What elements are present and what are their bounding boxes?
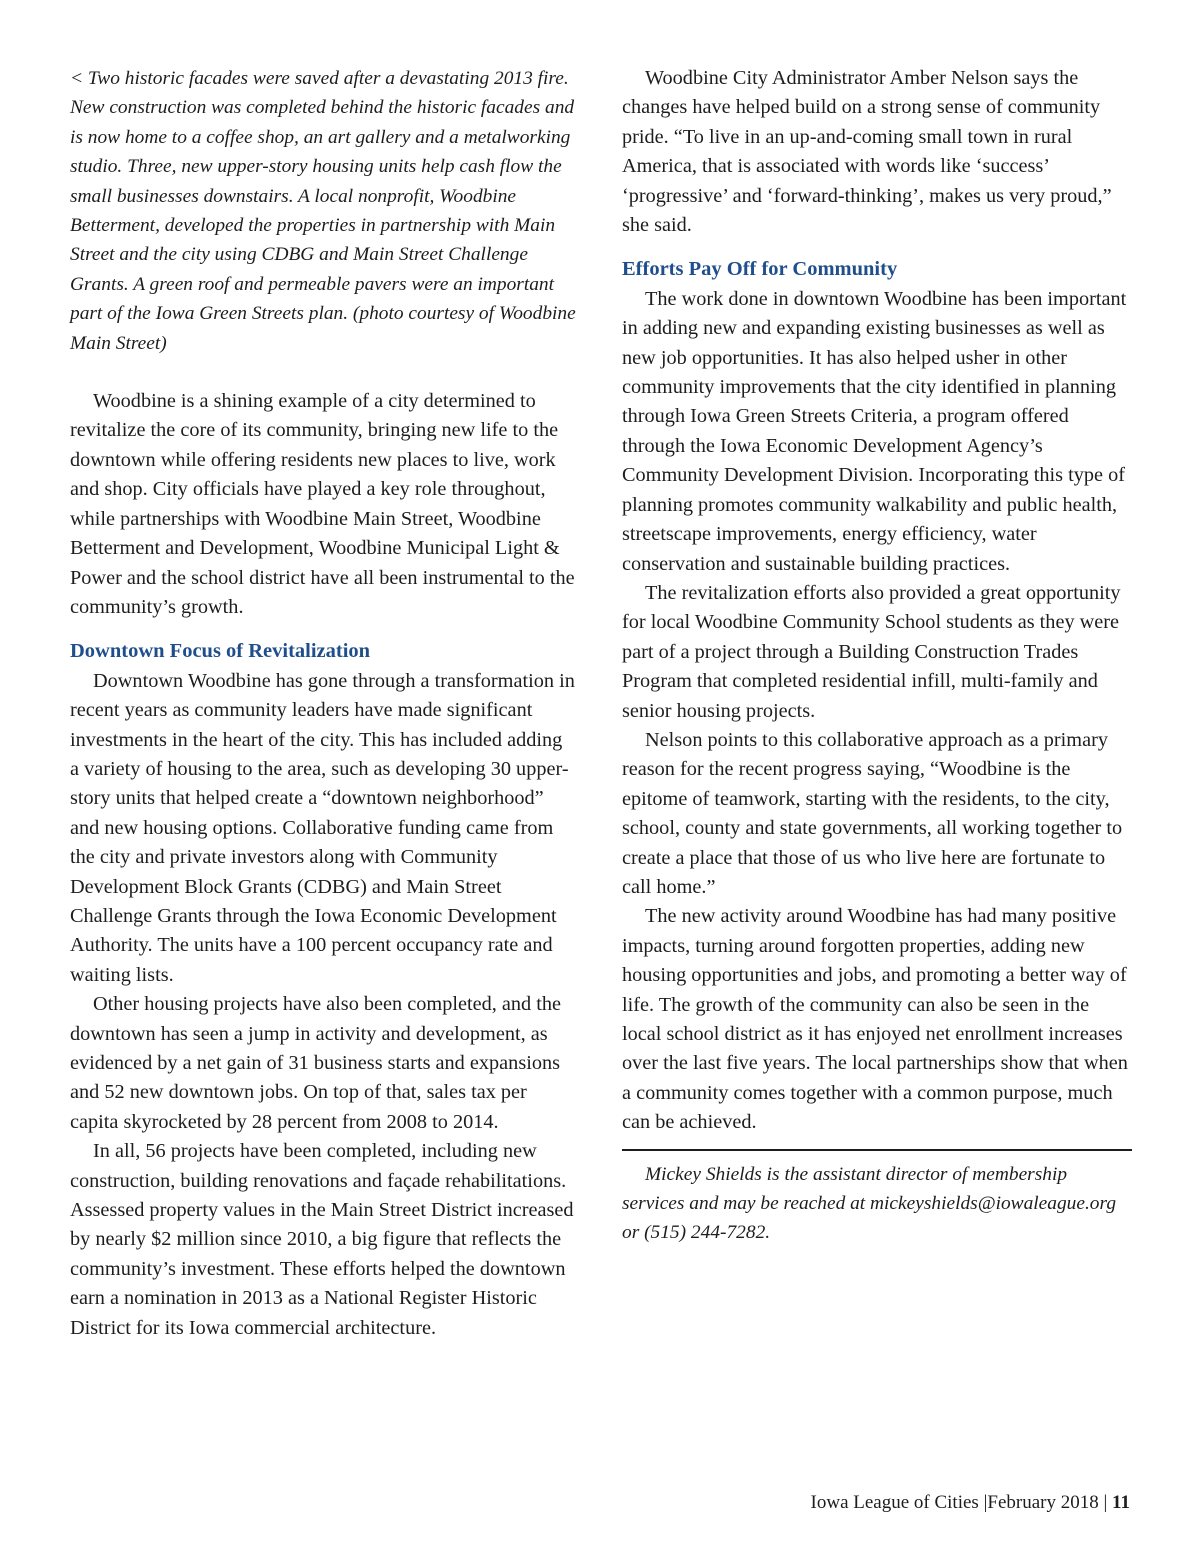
photo-caption: < Two historic facades were saved after a devastating 2013 fire. New construction was completed behind the historic facades and is now home to a coffee shop, an art gallery and a metalworking studio. Three, new upper-story housing units help cash flow the small businesses downstairs. A local nonprofit, Woodbine Betterment, developed the properties in partnership with Main Street and the city using CDBG and Main Street Challenge Grants. A green roof and permeable pavers were an important part of the Iowa Green Streets plan. (photo courtesy of Woodbine Main Street) (70, 68, 576, 354)
intro-paragraph: Woodbine is a shining example of a city determined to revitalize the core of its community, bringing new life to the downtown while offering residents new places to live, work and shop. City officials have played a key role throughout, while partnerships with Woodbine Main Street, Woodbine Betterment and Development, Woodbine Municipal Light & Power and the school district have all been instrumental to the community’s growth. (70, 390, 575, 618)
body-paragraph: In all, 56 projects have been completed, including new construction, building renovations and façade rehabilitations. Assessed property values in the Main Street District increased by nearly $2 million since 2010, a big figure that reflects the community’s investment. These efforts helped the downtown earn a nomination in 2013 as a National Register Historic District for its Iowa commercial architecture. (70, 1140, 574, 1339)
body-paragraph: The work done in downtown Woodbine has been important in adding new and expanding existing businesses as well as new job opportunities. It has also helped usher in other community improvements that the city identified in planning through Iowa Green Streets Criteria, a program offered through the Iowa Economic Development Agency’s Community Development Division. Incorporating this type of planning promotes community walkability and public health, streetscape improvements, energy efficiency, water conservation and sustainable building practices. (622, 287, 1127, 575)
intro-paragraph: Woodbine City Administrator Amber Nelson says the changes have helped build on a strong sense of community pride. “To live in an up-and-coming small town in rural America, that is associated with words like ‘success’ ‘progressive’ and ‘forward-thinking’, makes us very proud,” she said. (622, 67, 1112, 237)
body-paragraph: Other housing projects have also been completed, and the downtown has seen a jump in activity and development, as evidenced by a net gain of 31 business starts and expansions and 52 new downtown jobs. On top of that, sales tax per capita skyrocketed by 28 percent from 2008 to 2014. (70, 993, 562, 1133)
footer-issue: February 2018 (987, 1492, 1099, 1513)
page-number: 11 (1112, 1492, 1130, 1513)
body-paragraph: The revitalization efforts also provided a great opportunity for local Woodbine Community School students as they were part of a project through a Building Construction Trades Program that completed residential infill, multi-family and senior housing projects. (622, 581, 1121, 722)
body-paragraph: Downtown Woodbine has gone through a transformation in recent years as community leaders have made significant investments in the heart of the city. This has included adding a variety of housing to the area, such as developing 30 upper-story units that helped create a “downtown neighborhood” and new housing options. Collaborative funding came from the city and private investors along with Community Development Block Grants (CDBG) and Main Street Challenge Grants through the Iowa Economic Development Authority. The units have a 100 percent occupancy rate and waiting lists. (70, 669, 575, 986)
section-heading-efforts-pay-off: Efforts Pay Off for Community (622, 258, 898, 281)
section-heading-downtown-focus: Downtown Focus of Revitalization (70, 640, 371, 663)
right-column (622, 64, 1130, 1248)
left-column (70, 64, 576, 1343)
page-footer (0, 1488, 1130, 1518)
body-paragraph: The new activity around Woodbine has had many positive impacts, turning around forgotten properties, adding new housing opportunities and jobs, and promoting a better way of life. The growth of the community can also be seen in the local school district as it has enjoyed net enrollment increases over the last five years. The local partnerships show that when a community comes together with a common purpose, much can be achieved. (622, 905, 1128, 1134)
author-bio: Mickey Shields is the assistant director of membership services and may be reached at mickeyshields@iowaleague.org or (515) 244-7282. (622, 1163, 1117, 1244)
footer-separator: | (983, 1492, 988, 1513)
footer-separator: | (1103, 1492, 1108, 1513)
body-paragraph: Nelson points to this collaborative approach as a primary reason for the recent progress saying, “Woodbine is the epitome of teamwork, starting with the residents, to the city, school, county and state governments, all working together to create a place that those of us who live here are fortunate to call home.” (622, 728, 1123, 898)
footer-publication: Iowa League of Cities (810, 1492, 979, 1513)
author-divider (622, 1149, 1132, 1151)
